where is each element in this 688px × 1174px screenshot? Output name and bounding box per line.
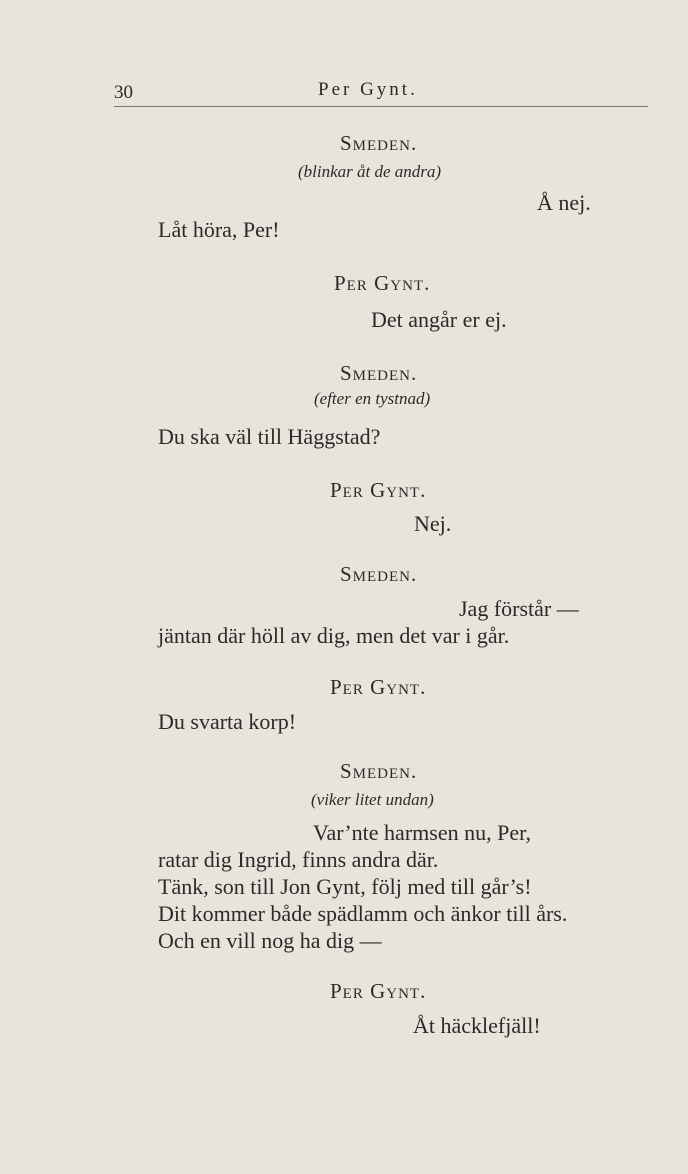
- speaker-smeden: Smeden.: [340, 361, 418, 385]
- dialogue-line: Nej.: [414, 511, 452, 536]
- dialogue-line: Låt höra, Per!: [158, 217, 280, 242]
- dialogue-line: Du ska väl till Häggstad?: [158, 424, 381, 449]
- dialogue-line: Och en vill nog ha dig —: [158, 928, 382, 953]
- dialogue-line: Tänk, son till Jon Gynt, följ med till går’s!: [158, 874, 532, 899]
- dialogue-line: Var’nte harmsen nu, Per,: [313, 820, 532, 845]
- stage-direction: (blinkar åt de andra): [298, 162, 442, 181]
- dialogue-line: Du svarta korp!: [158, 709, 297, 734]
- dialogue-line: jäntan där höll av dig, men det var i går.: [158, 623, 510, 648]
- speaker-per-gynt: Per Gynt.: [330, 979, 427, 1003]
- dialogue-line: ratar dig Ingrid, finns andra där.: [158, 847, 439, 872]
- speaker-per-gynt: Per Gynt.: [330, 675, 427, 699]
- dialogue-line: Dit kommer både spädlamm och änkor till års.: [158, 901, 568, 926]
- dialogue-line: Å nej.: [537, 190, 591, 215]
- speaker-smeden: Smeden.: [340, 562, 418, 586]
- dialogue-line: Åt häcklefjäll!: [413, 1013, 541, 1038]
- header-rule: [114, 106, 648, 107]
- page-number: 30: [114, 82, 133, 103]
- stage-direction: (efter en tystnad): [314, 389, 431, 408]
- speaker-smeden: Smeden.: [340, 759, 418, 783]
- speaker-per-gynt: Per Gynt.: [334, 271, 431, 295]
- dialogue-line: Jag förstår —: [459, 596, 579, 621]
- stage-direction: (viker litet undan): [311, 790, 434, 809]
- speaker-smeden: Smeden.: [340, 131, 418, 155]
- speaker-per-gynt: Per Gynt.: [330, 478, 427, 502]
- dialogue-line: Det angår er ej.: [371, 307, 507, 332]
- running-title: Per Gynt.: [318, 79, 418, 100]
